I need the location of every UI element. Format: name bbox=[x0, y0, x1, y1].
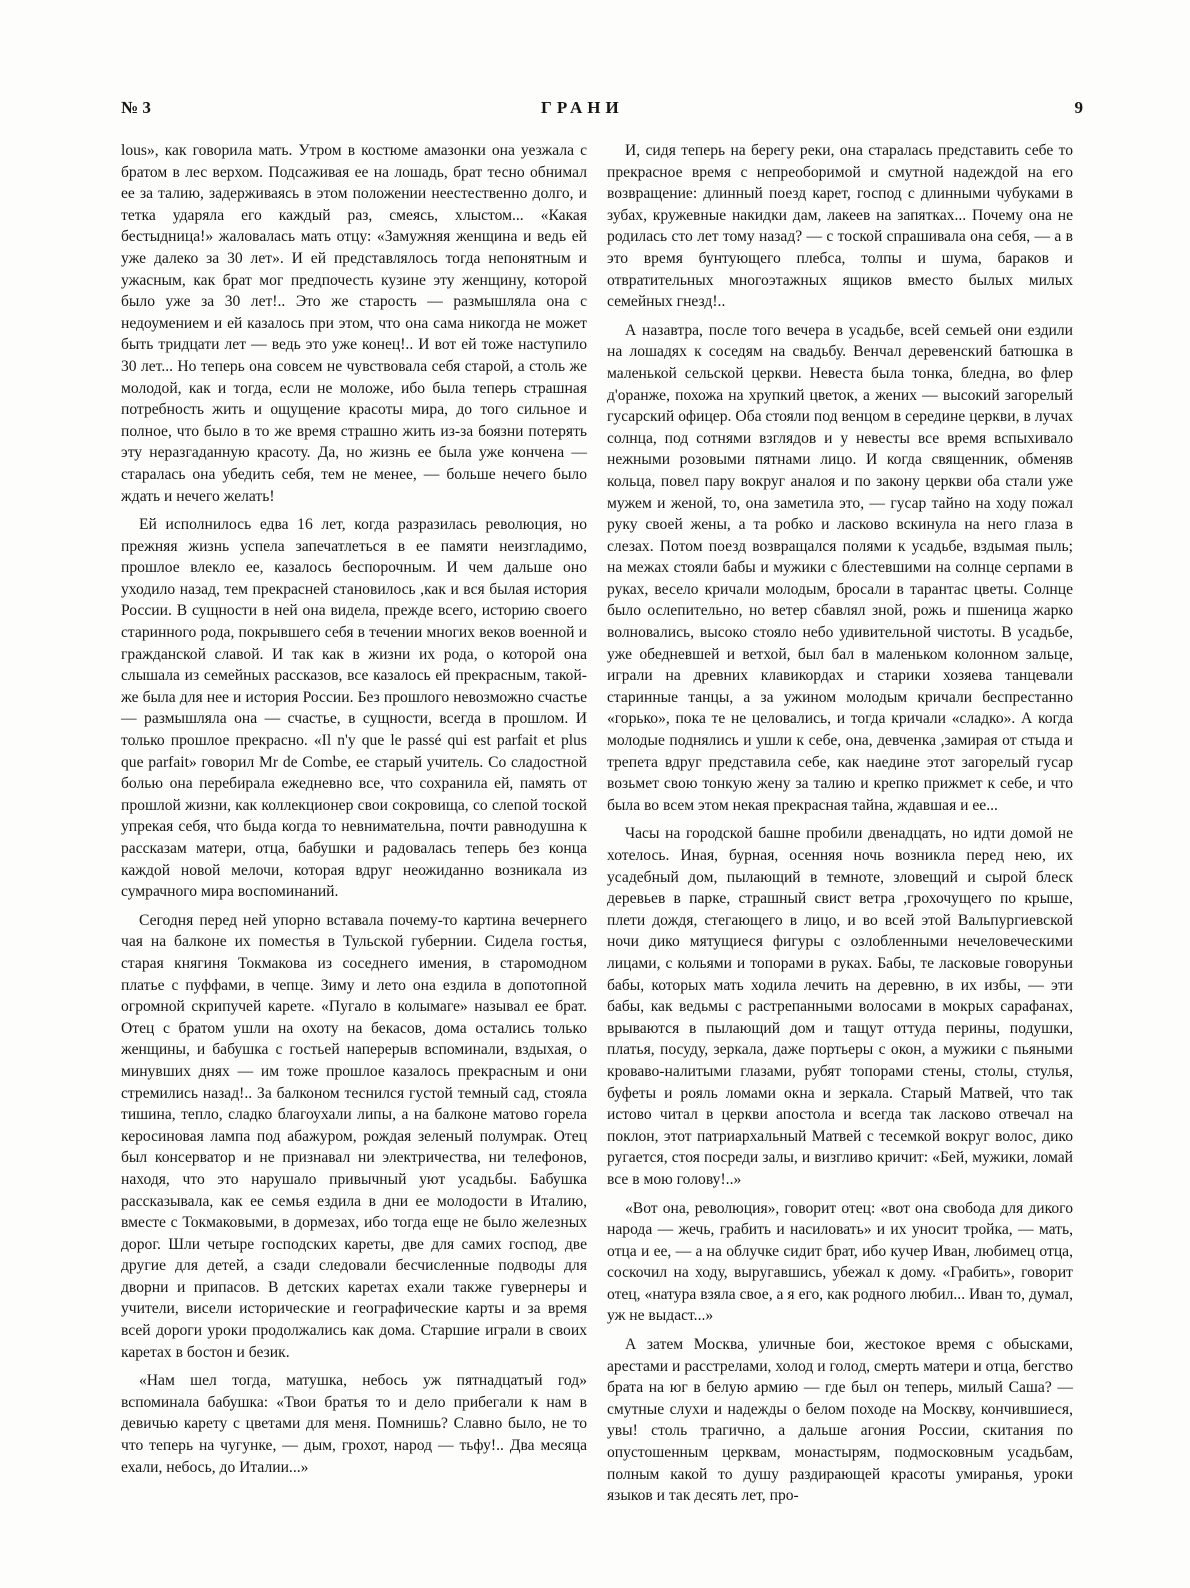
paragraph: И, сидя теперь на берегу реки, она старалась представить себе то прекрасное время с непреоборимой и смутной надеждой на его возвращение: длинный поезд карет, господ с длинными чубуками в зубах, кружевные накидки дам, лакеев на запятках... Почему она не родилась сто лет тому назад? — с тоской спрашивала она себя, — а в это время бунтующего плебса, толпы и шума, бараков и отвратительных многоэтажных ящиков вместо былых милых семейных гнезд!.. bbox=[607, 142, 1073, 311]
paragraph: Сегодня перед ней упорно вставала почему-то картина вечернего чая на балконе их поместья в Тульской губернии. Сидела гостья, старая княгиня Токмакова из соседнего имения, в старомодном платье с пуффами, в чепце. Зиму и лето она ездила в допотопной огромной скрипучей карете. «Пугало в колымаге» называл ее брат. Отец с братом ушли на охоту на бекасов, дома остались только женщины, и бабушка с гостьей наперерыв вспоминали, вздыхая, о минувших днях — им тоже прошлое казалось прекрасным и они стремились назад!.. За балконом теснился густой темный сад, стояла тишина, тепло, сладко благоухали липы, а на балконе матово горела керосиновая лампа под абажуром, рождая зеленый полумрак. Отец был консерватор и не признавал ни электричества, ни телефонов, находя, что это нарушало привычный уют усадьбы. Бабушка рассказывала, как ее семья ездила в дни ее молодости в Италию, вместе с Токмаковыми, в дормезах, ибо тогда еще не было железных дорог. Шли четыре господских кареты, две для самих господ, две другие для детей, а сзади следовали бесчисленные подводы для дворни и припасов. В детских каретах ехали также гувернеры и учители, висели исторические и географические карты и за время всей дороги уроки продолжались как дома. Старшие играли в своих каретах в бостон и безик. bbox=[121, 911, 587, 1361]
magazine-title: ГРАНИ bbox=[541, 98, 624, 117]
paragraph: А назавтра, после того вечера в усадьбе, всей семьей они ездили на лошадях к соседям на свадьбу. Венчал деревенский батюшка в маленькой сельской церкви. Невеста была тонка, бледна, во флер д'оранже, похожа на хрупкий цветок, а жених — высокий загорелый гусарский офицер. Оба стояли под венцом в середине церкви, в лучах солнца, под сотнями взглядов и у невесты все время вспыхивало нежными розовыми пятнами лицо. И когда священник, обменяв кольца, повел пару вокруг аналоя и по закону церкви оба стали уже мужем и женой, то, она заметила это, — гусар тайно на ходу пожал руку своей жены, а та робко и ласково вскинула на него глаза в слезах. Потом поезд возвращался полями к усадьбе, вздымая пыль; на межах стояли бабы и мужики с блестевшими на солнце серпами в руках, весело кричали молодым, бросали в тарантас цветы. Солнце было ослепительно, но ветер сбавлял зной, рожь и пшеница жарко волновались, высоко стояло небо удивительной чистоты. В усадьбе, уже обедневшей и ветхой, был бал в маленьком колонном зальце, играли на древних клавикордах и старики хозяева танцевали старинные танцы, а за ужином молодым кричали беспрестанно «горько», пока те не целовались, и тогда кричали «сладко». А когда молодые поднялись и ушли к себе, она, девченка ,замирая от стыда и трепета вдруг представила себе, как наедине этот загорелый гусар возьмет свою тонкую жену за талию и крепко прижмет к себе, и что была во всем этом некая прекрасная тайна, ждавшая и ее... bbox=[607, 321, 1073, 814]
page-number: 9 bbox=[1074, 98, 1083, 117]
paragraph: lous», как говорила мать. Утром в костюме амазонки она уезжала с братом в лес верхом. Подсаживая ее на лошадь, брат тесно обнимал ее за талию, задерживаясь в этом положении неестественно долго, и тетка ударяла его каждый раз, смеясь, хлыстом... «Какая бестыдница!» жаловалась мать отцу: «Замужняя женщина и ведь ей уже далеко за 30 лет». И ей представлялось тогда непонятным и ужасным, как брат мог предпочесть кузине эту женщину, которой было уже за 30 лет!.. Это же старость — размышляла она с недоумением и ей казалось при этом, что она сама никогда не может быть тридцати лет — ведь это уже конец!.. И вот ей тоже наступило 30 лет... Но теперь она совсем не чувствовала себя старой, а столь же молодой, как и тогда, если не моложе, ибо была теперь страшная потребность жить и ощущение красоты мира, до того сильное и полное, что было в то же время страшно жить из-за боязни потерять эту неразгаданную красоту. Да, но жизнь ее была уже кончена — старалась она убедить себя, тем не менее, — больше нечего было ждать и нечего желать! bbox=[121, 142, 587, 505]
paragraph: «Вот она, революция», говорит отец: «вот она свобода для дикого народа — жечь, грабить и насиловать» и их уносит тройка, — мать, отца и ее, — а на облучке сидит брат, ибо кучер Иван, любимец отца, соскочил на ходу, выругавшись, убежал к дому. «Грабить», говорит отец, «натура взяла свое, а я его, как родного любил... Иван то, думал, уж не выдаст...» bbox=[607, 1199, 1073, 1325]
paragraph: Часы на городской башне пробили двенадцать, но идти домой не хотелось. Иная, бурная, осенняя ночь возникла перед нею, их усадебный дом, пылающий в темноте, зловещий и сырой блеск деревьев в парке, страшный свист ветра ,грохочущего по крыше, плети дождя, стегающего в лицо, и во всей этой Вальпургиевской ночи дико мятущиеся фигуры с озлобленными нечеловеческими лицами, с кольями и топорами в руках. Бабы, те ласковые говоруньи бабы, которых мать ходила лечить на деревню, в их избы, — эти бабы, как ведьмы с растрепанными волосами в мокрых сарафанах, врываются в пылающий дом и тащут оттуда перины, подушки, платья, посуду, зеркала, даже портьеры с окон, а мужики с пьяными кроваво-налитыми глазами, рубят топорами стены, столы, стулья, буфеты и рояль ломами окна и зеркала. Старый Матвей, что так истово читал в церкви апостола и всегда так ласково отвечал на поклон, этот патриархальный Матвей с тесемкой вокруг волос, дико ругается, стоя посреди залы, и визгливо кричит: «Бей, мужики, ломай все в мою голову!..» bbox=[607, 825, 1073, 1188]
left-column bbox=[121, 140, 587, 1485]
paragraph: Ей исполнилось едва 16 лет, когда разразилась революция, но прежняя жизнь успела запечатлеться в ее памяти неизгладимо, прошлое влекло ее, казалось беспорочным. И чем дальше оно уходило назад, тем прекрасней становилось ,как и вся былая история России. В сущности в ней она видела, прежде всего, историю своего старинного рода, покрывшего себя в течении многих веков военной и гражданской славой. И так как в жизни их рода, о которой она слышала из семейных рассказов, все казалось ей прекрасным, такой-же была для нее и история России. Без прошлого невозможно счастье — размышляла она — счастье, в сущности, всегда в прошлом. И только прошлое прекрасно. «Il n'y que le passé qui est parfait et plus que parfait» говорил Mr de Combe, ее старый учитель. Со сладостной болью она перебирала ежедневно все, что сохранила ей, память от прошлой жизни, как коллекционер свои сокровища, со слепой тоской упрекая себя, что быда когда то невнимательна, почти равнодушна к рассказам матери, отца, бабушки и радовалась теперь без конца каждой новой мелочи, которая вдруг неожиданно возникала из сумрачного мира воспоминаний. bbox=[121, 516, 587, 901]
right-column bbox=[607, 140, 1073, 1514]
issue-number: № 3 bbox=[121, 98, 151, 117]
paragraph: А затем Москва, уличные бои, жестокое время с обысками, арестами и расстрелами, холод и голод, смерть матери и отца, бегство брата на юг в белую армию — где был он теперь, милый Саша? — смутные слухи и надежды о белом походе на Москву, кончившиеся, увы! столь трагично, а дальше агония России, скитания по опустошенным церквам, монастырям, подмосковным усадьбам, полным какой то душу раздирающей красоты умиранья, уроки языков и так десять лет, про- bbox=[607, 1336, 1073, 1505]
paragraph: «Нам шел тогда, матушка, небось уж пятнадцатый год» вспоминала бабушка: «Твои братья то и дело прибегали к нам в девичью карету с цветами для меня. Помнишь? Славно было, не то что теперь на чугунке, — дым, грохот, народ — тьфу!.. Два месяца ехали, небось, до Италии...» bbox=[121, 1372, 587, 1476]
page-header bbox=[121, 98, 1083, 128]
